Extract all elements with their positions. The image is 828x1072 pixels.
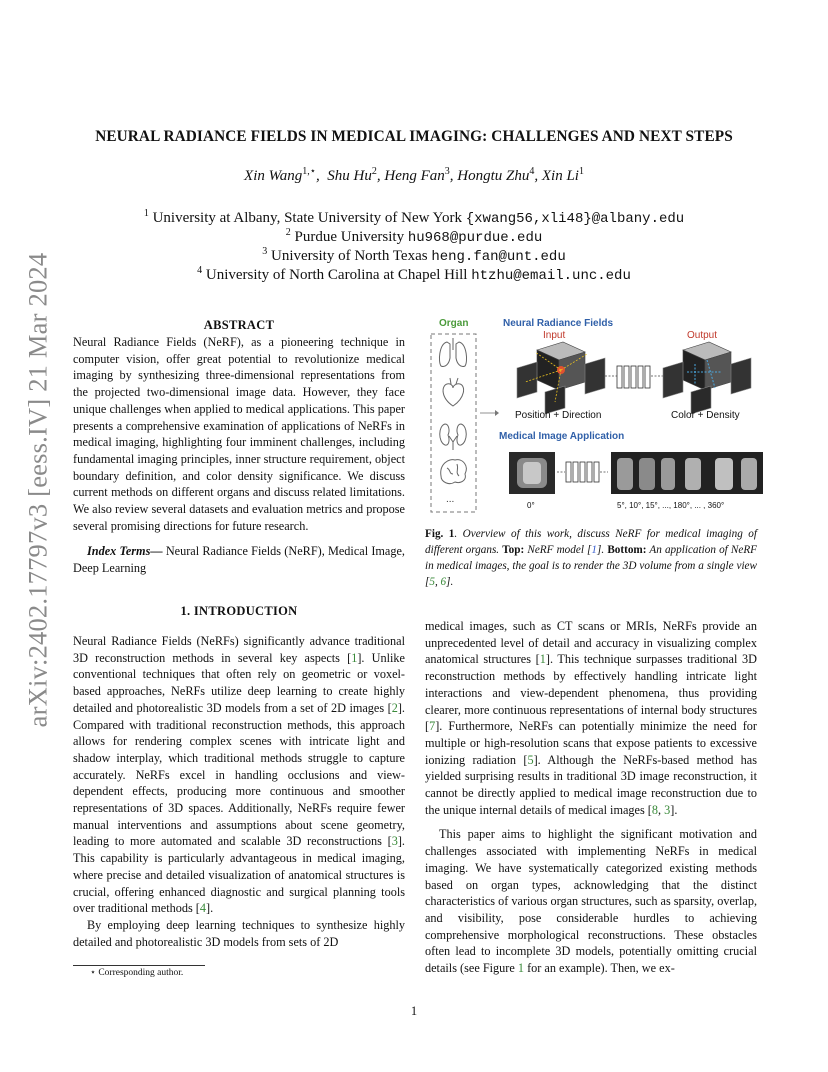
author-sup: 4 <box>529 166 535 177</box>
caption-text: ]. <box>597 544 608 556</box>
citation-link[interactable]: 6 <box>440 576 447 588</box>
intro-paragraph-1 <box>73 633 405 917</box>
caption-bottom-label: Bottom: <box>607 544 647 556</box>
medical-application-label: Medical Image Application <box>499 431 625 442</box>
text-run: ]. Furthermore, NeRFs can potentially minimize the need for multiple or high-resolution scans that expose patients to excessive ionizing radiation [ <box>425 719 757 767</box>
author: Xin Li <box>541 168 579 184</box>
affiliation <box>60 262 768 286</box>
citation-link[interactable]: 8 <box>651 802 659 817</box>
intro-paragraph-2-start: By employing deep learning techniques to synthesize highly detailed and photorealistic 3D models from sets of 2D <box>73 917 405 949</box>
author-sup: 1 <box>578 166 584 177</box>
angle-zero-label: 0° <box>527 501 535 510</box>
text-run: ]. <box>670 802 678 817</box>
affiliation-sup: 4 <box>197 265 203 276</box>
caption-text: . Overview of this work, discuss NeRF for medical imaging of different organs. <box>425 528 757 556</box>
citation-link[interactable]: 5 <box>429 576 435 588</box>
citation-link[interactable]: 3 <box>664 802 671 817</box>
figure-1 <box>425 312 765 522</box>
citation-link[interactable]: 7 <box>429 719 436 734</box>
author: Heng Fan <box>384 168 445 184</box>
text-run: Neural Radiance Fields (NeRFs) significantly advance traditional 3D reconstruction methods in several key aspects [ <box>73 634 405 665</box>
author-sup: 1,⋆ <box>302 166 317 177</box>
text-run: medical images, such as CT scans or MRIs, NeRFs provide an unprecedented level of detail and accuracy in visualizing complex anatomical structures [ <box>425 619 757 667</box>
footnote: ⋆ Corresponding author. <box>90 968 184 978</box>
affiliation-sup: 3 <box>262 246 268 257</box>
citation-link[interactable]: 1 <box>351 650 358 665</box>
citation-link[interactable]: 2 <box>391 700 398 715</box>
caption-text: NeRF model [ <box>524 544 592 556</box>
author: Shu Hu <box>327 168 372 184</box>
citation-link[interactable]: 1 <box>591 544 598 556</box>
affiliation-name: University of North Texas <box>271 248 428 264</box>
text-run: ]. Compared with traditional reconstruction methods, this approach allows for rendering complex scenes with intricate light and shadow interplay, which traditional methods struggle to capture accurately. NeRFs excel in handling occlusions and view-dependent effects, producing more continuous and smoother representations of 3D spaces. Additionally, NeRFs require fewer manual interventions and assumptions about scene geometry, leading to more automated and scalable 3D reconstructions [ <box>73 700 405 849</box>
figure-link[interactable]: 1 <box>517 961 524 976</box>
text-run: ]. Unlike conventional techniques that often rely on geometric or voxel-based approaches, NeRFs utilize deep learning to create highly detailed and photorealistic 3D models from a set of 2D images [ <box>73 650 405 715</box>
author-sup: 3 <box>444 166 450 177</box>
author-sup: 2 <box>371 166 377 177</box>
abstract-text: Neural Radiance Fields (NeRF), as a pioneering technique in computer vision, offer great potential to revolutionize medical imaging by synthesizing three-dimensional representations from the projected two-dimensional image data. However, they face unique challenges when applied to medical applications. This paper presents a comprehensive examination of applications of NeRFs in medical imaging, highlighting four imminent challenges, including fundamental imaging principles, inner structure requirement, object boundary definition, and color density significance. We discuss current methods on different organs and discuss related limitations. We also review several datasets and evaluation metrics and propose several promising directions for future research. <box>73 335 405 533</box>
color-density-label: Color + Density <box>671 410 740 421</box>
caption-label: Fig. 1 <box>425 528 455 540</box>
text-run: ]. <box>206 901 214 916</box>
affiliation-name: Purdue University <box>294 229 405 245</box>
xray-input <box>509 452 555 494</box>
citation-link[interactable]: 4 <box>199 901 207 916</box>
text-run: ]. This technique surpasses traditional 3D reconstruction methods by effectively handling intricate light interactions and view-dependent phenomena, thus providing clearer, more continuous representations of internal body structures [ <box>425 652 757 734</box>
arxiv-stamp <box>8 252 68 728</box>
intro-paragraph-3 <box>425 826 757 976</box>
text-run: , <box>658 802 665 817</box>
intro-right-column <box>425 618 757 977</box>
caption-text: , <box>434 576 441 588</box>
affiliation-email: {xwang56,xli48}@albany.edu <box>465 211 685 227</box>
affiliation-name: University of North Carolina at Chapel Hill <box>205 267 468 283</box>
affiliation-email: htzhu@email.unc.edu <box>471 268 631 284</box>
abstract-heading: ABSTRACT <box>203 318 275 332</box>
figure-caption <box>425 526 757 590</box>
abstract-body <box>73 334 405 577</box>
paper-title: NEURAL RADIANCE FIELDS IN MEDICAL IMAGING: CHALLENGES AND NEXT STEPS <box>95 128 733 145</box>
text-run: ]. Although the NeRFs-based method has yielded surprising results in traditional 3D image reconstruction, it cannot be directly applied to medical image reconstruction due to the unique internal details of medical images [ <box>425 752 757 817</box>
author: Hongtu Zhu <box>457 168 530 184</box>
footnote-rule <box>73 965 205 966</box>
page-number: 1 <box>410 1004 418 1018</box>
output-label: Output <box>687 330 718 341</box>
citation-link[interactable]: 3 <box>391 834 398 849</box>
kidney-icon <box>440 424 467 450</box>
affiliation-email: hu968@purdue.edu <box>407 230 543 246</box>
citation-link[interactable]: 5 <box>527 752 534 767</box>
input-label: Input <box>543 330 566 341</box>
heart-icon <box>443 378 464 406</box>
lungs-icon <box>439 338 466 367</box>
angles-output-label: 5°, 10°, 15°, ..., 180°, ... , 360° <box>617 501 725 510</box>
index-terms <box>73 543 405 576</box>
affiliation-sup: 1 <box>143 208 149 219</box>
intro-heading: 1. INTRODUCTION <box>180 604 298 618</box>
nerf-label: Neural Radiance Fields <box>503 318 614 329</box>
affiliation-email: heng.fan@unt.edu <box>431 249 566 265</box>
index-terms-label: Index Terms— <box>87 544 163 559</box>
author-list: Xin Wang$^{1,⋆}$, Shu Hu$^2$, Heng Fan$^3$, Hongtu Zhu$^4$, Xin Li$^1$ <box>244 166 584 184</box>
mlp-network <box>617 366 650 388</box>
input-volume <box>517 342 605 414</box>
affiliation-name: University at Albany, State University of New York <box>152 210 462 226</box>
text-run: for an example). Then, we ex- <box>524 961 675 976</box>
position-direction-label: Position + Direction <box>515 410 602 421</box>
arxiv-id: arXiv:2402.17797v3 [eess.IV] 21 Mar 2024 <box>22 252 53 728</box>
output-volume <box>663 342 751 414</box>
intro-left-column <box>73 633 405 950</box>
organ-box <box>431 334 476 512</box>
author: Xin Wang <box>244 168 303 184</box>
index-terms-text: Neural Radiance Fields (NeRF), Medical Image, Deep Learning <box>73 544 405 576</box>
caption-text: ]. <box>446 576 454 588</box>
organ-ellipsis: ... <box>446 494 455 505</box>
brain-icon <box>441 460 467 484</box>
xray-outputs <box>611 452 763 494</box>
citation-link[interactable]: 1 <box>539 652 546 667</box>
arrow-head <box>495 410 499 416</box>
intro-paragraph-2-cont <box>425 618 757 818</box>
organ-label: Organ <box>439 318 469 329</box>
text-run: ]. This capability is particularly advantageous in medical imaging, where precise and detailed visualization of anatomical structures is crucial, offering enhanced diagnostic and surgical planning tools over traditional methods [ <box>73 834 405 916</box>
caption-top-label: Top: <box>502 544 525 556</box>
caption-text: An application of NeRF in medical images, the goal is to render the 3D volume from a single view [ <box>425 544 757 588</box>
text-run: This paper aims to highlight the significant motivation and challenges associated with implementing NeRFs in medical imaging. We have systematically categorized existing methods based on organ types, acknowledging that the distinct characteristics of various organ structures, such as sparsity, overlap, and visibility, pose considerable hurdles to achieving comprehensive morphological reconstructions. These obstacles often lead to incomplete 3D models, potentially omitting crucial details (see Figure <box>425 827 758 976</box>
mlp-network-2 <box>566 462 599 482</box>
affiliation-sup: 2 <box>285 227 291 238</box>
